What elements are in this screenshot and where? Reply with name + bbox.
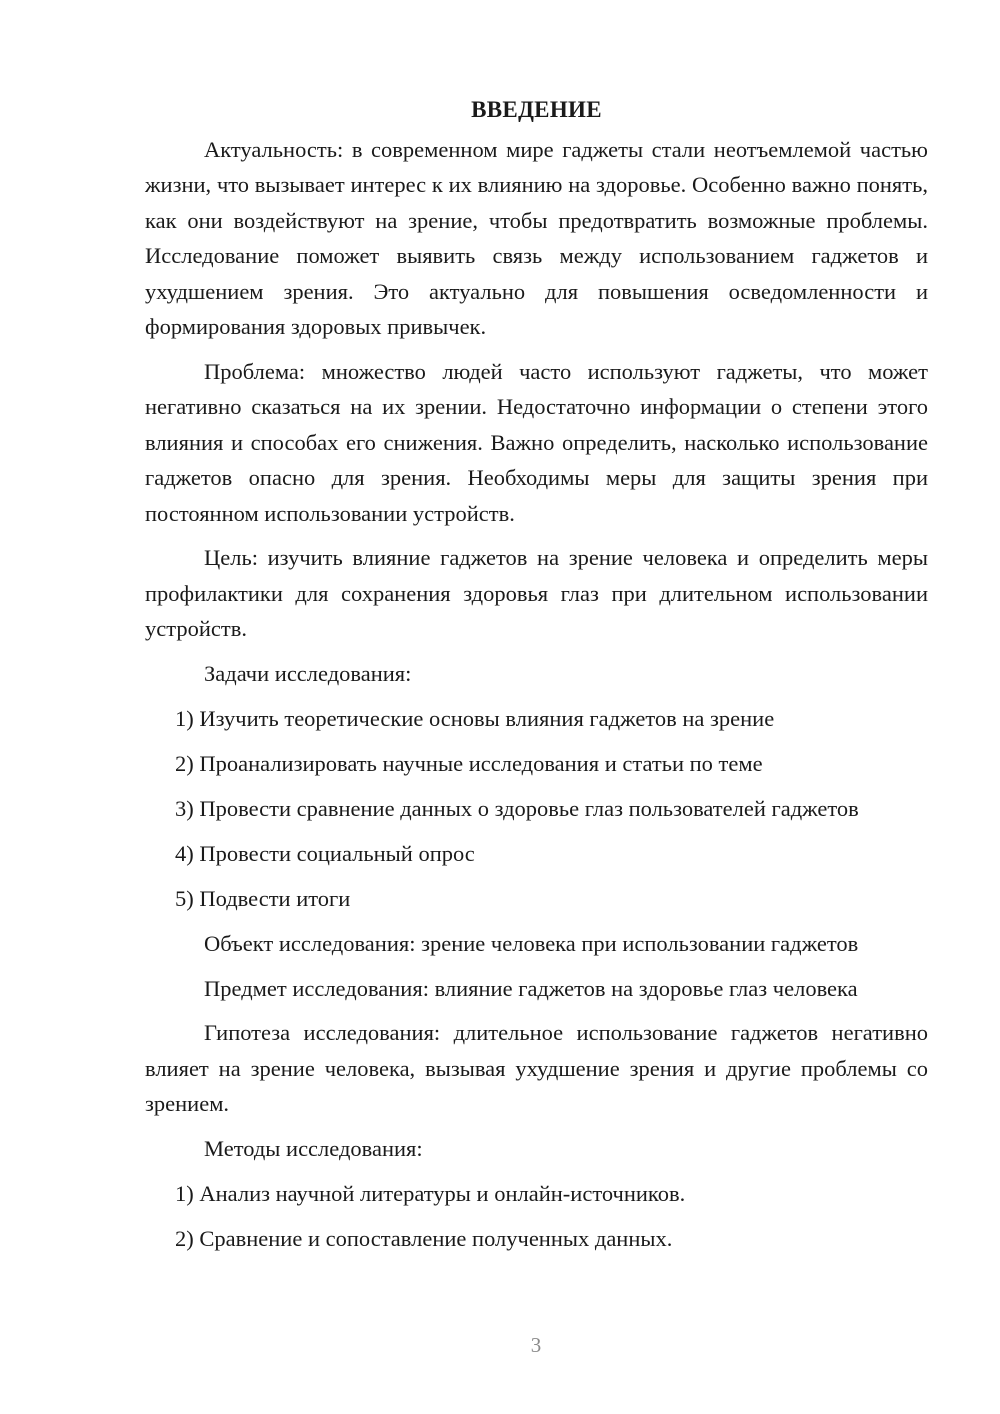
task-item-5: 5) Подвести итоги — [175, 885, 351, 911]
section-title: ВВЕДЕНИЕ — [471, 97, 602, 122]
relevance-paragraph: Актуальность: в современном мире гаджеты стали неотъемлемой частью жизни, что вызывает интерес к их влиянию на здоровье. Особенно важно понять, как они воздействуют на зрение, чтобы предотвратить возможные проблемы. Исследование поможет выявить связь между использованием гаджетов и ухудшением зрения. Это актуально для повышения осведомленности и формирования здоровых привычек. — [145, 137, 928, 340]
task-item-1: 1) Изучить теоретические основы влияния гаджетов на зрение — [175, 706, 775, 732]
tasks-heading: Задачи исследования: — [204, 661, 412, 687]
task-item-3: 3) Провести сравнение данных о здоровье глаз пользователей гаджетов — [175, 795, 859, 821]
problem-paragraph: Проблема: множество людей часто используют гаджеты, что может негативно сказаться на их зрении. Недостаточно информации о степени этого влияния и способах его снижения. Важно определить, насколько использование гаджетов опасно для зрения. Необходимы меры для защиты зрения при постоянном использовании устройств. — [145, 358, 928, 526]
hypothesis-paragraph: Гипотеза исследования: длительное использование гаджетов негативно влияет на зрение человека, вызывая ухудшение зрения и другие проблемы со зрением. — [145, 1020, 928, 1117]
goal-paragraph: Цель: изучить влияние гаджетов на зрение человека и определить меры профилактики для сохранения здоровья глаз при длительном использовании устройств. — [145, 545, 928, 642]
object-paragraph: Объект исследования: зрение человека при использовании гаджетов — [204, 930, 859, 956]
document-page — [145, 95, 928, 1266]
task-item-2: 2) Проанализировать научные исследования и статьи по теме — [175, 751, 763, 776]
task-item-4: 4) Провести социальный опрос — [175, 840, 475, 866]
methods-heading: Методы исследования: — [204, 1136, 423, 1162]
method-item-2: 2) Сравнение и сопоставление полученных данных. — [175, 1225, 673, 1251]
method-item-1: 1) Анализ научной литературы и онлайн-источников. — [175, 1181, 686, 1207]
subject-paragraph: Предмет исследования: влияние гаджетов на здоровье глаз человека — [204, 975, 858, 1001]
page-number: 3 — [530, 1333, 542, 1357]
